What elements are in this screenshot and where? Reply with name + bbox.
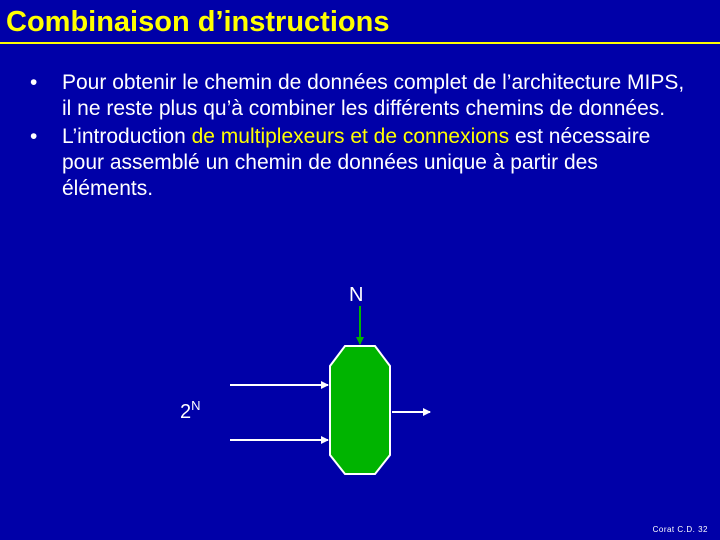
slide-footer: Corat C.D. 32 xyxy=(652,525,708,534)
bullet-text: Pour obtenir le chemin de données complet de l’architecture MIPS, il ne reste plus qu’à combiner les différents chemins de données. xyxy=(62,71,685,120)
bullet-marker: • xyxy=(30,125,38,148)
bullet-text: est nécessaire pour assemblé un chemin de données unique à partir des éléments. xyxy=(62,125,651,200)
multiplexer-block xyxy=(330,346,390,474)
slide-title: Combinaison d’instructions xyxy=(6,6,390,38)
bullet-text: L’introduction xyxy=(62,125,192,148)
bullet-marker: • xyxy=(30,71,38,94)
inputs-label-base: 2 xyxy=(180,401,192,423)
select-label: N xyxy=(349,284,364,306)
bullet-text-highlight: de multiplexeurs et de connexions xyxy=(191,125,510,148)
inputs-label xyxy=(180,398,201,424)
inputs-label-exponent: N xyxy=(191,398,201,413)
